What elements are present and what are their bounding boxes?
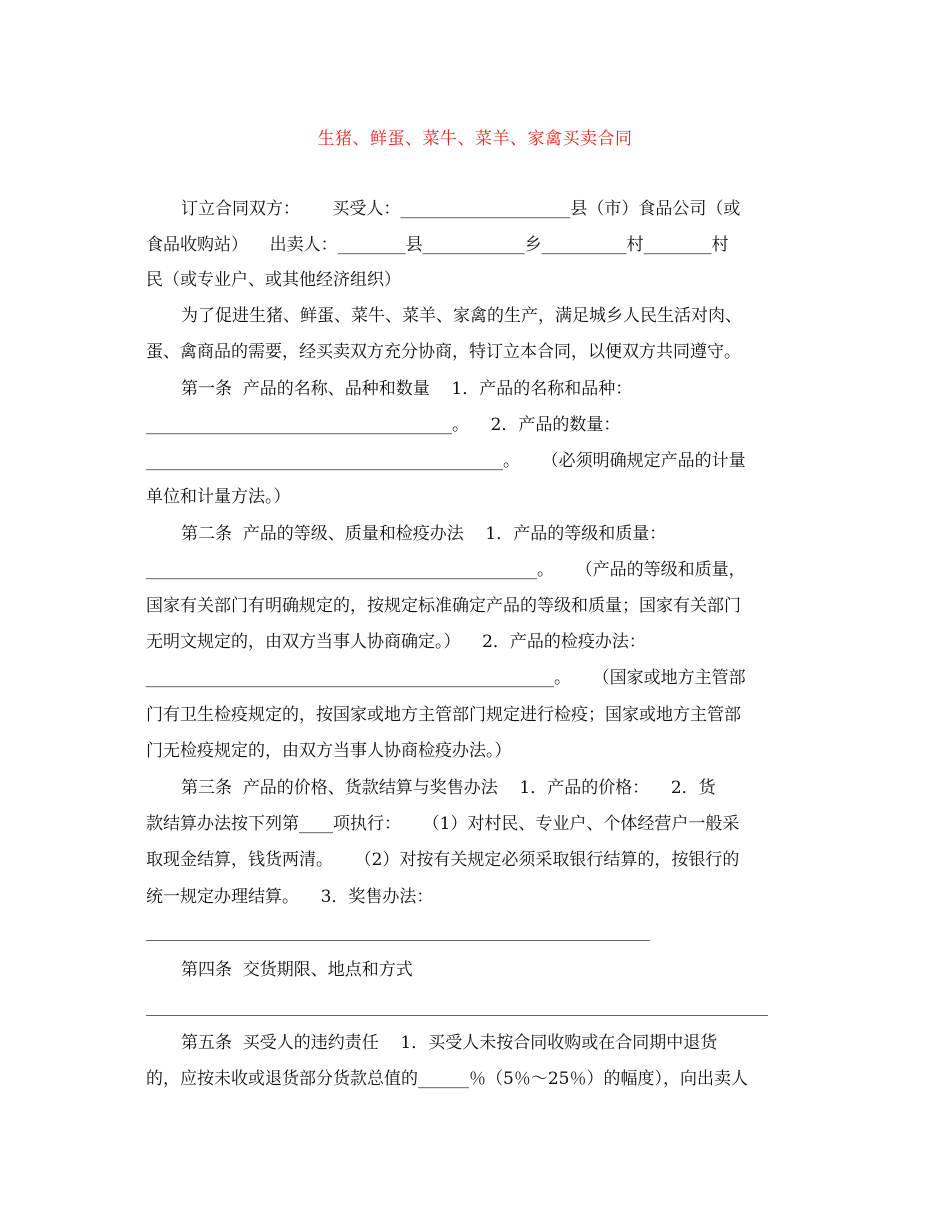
text-line: 的，应按未收或退货部分货款总值的______％（5％～25％）的幅度），向出卖人	[146, 1069, 748, 1089]
text-line: 单位和计量方法。）	[146, 487, 291, 507]
text-line: 食品收购站） 出卖人：________县____________乡__________村________村	[146, 235, 729, 255]
blank-fill-line	[146, 940, 650, 941]
text-line: 款结算办法按下列第____项执行： （1）对村民、专业户、个体经营户一般采	[146, 814, 740, 834]
text-line: 第二条 产品的等级、质量和检疫办法 1．产品的等级和质量：	[181, 524, 667, 544]
text-line: 订立合同双方： 买受人：____________________县（市）食品公司（或	[181, 199, 741, 219]
text-line: 蛋、禽商品的需要，经买卖双方充分协商，特订立本合同，以便双方共同遵守。	[146, 342, 741, 362]
text-line: 门有卫生检疫规定的，按国家或地方主管部门规定进行检疫；国家或地方主管部	[146, 705, 741, 725]
text-line: 为了促进生猪、鲜蛋、菜牛、菜羊、家禽的生产，满足城乡人民生活对肉、	[181, 306, 742, 326]
text-line: ______________________________________________。 （产品的等级和质量，	[146, 560, 746, 580]
text-line: __________________________________________。 （必须明确规定产品的计量	[146, 451, 746, 471]
text-line: 取现金结算，钱货两清。 （2）对按有关规定必须采取银行结算的，按银行的	[146, 850, 740, 870]
text-line: 无明文规定的，由双方当事人协商确定。） 2．产品的检疫办法：	[146, 632, 646, 652]
contract-title: 生猪、鲜蛋、菜牛、菜羊、家禽买卖合同	[317, 129, 633, 149]
text-line: ____________________________________。 2．产品的数量：	[146, 415, 621, 435]
text-line: 民（或专业户、或其他经济组织）	[146, 270, 401, 290]
text-line: 第四条 交货期限、地点和方式	[181, 960, 413, 980]
text-line: 统一规定办理结算。 3．奖售办法：	[146, 887, 434, 907]
text-line: 第五条 买受人的违约责任 1．买受人未按合同收购或在合同期中退货	[181, 1033, 718, 1053]
text-line: 第一条 产品的名称、品种和数量 1．产品的名称和品种：	[181, 379, 633, 399]
text-line: 第三条 产品的价格、货款结算与奖售办法 1．产品的价格： 2．货	[181, 778, 716, 798]
text-line: ________________________________________________。 （国家或地方主管部	[146, 668, 746, 688]
blank-fill-line	[146, 1015, 768, 1016]
text-line: 国家有关部门有明确规定的，按规定标准确定产品的等级和质量；国家有关部门	[146, 596, 741, 616]
text-line: 门无检疫规定的，由双方当事人协商检疫办法。）	[146, 741, 512, 761]
